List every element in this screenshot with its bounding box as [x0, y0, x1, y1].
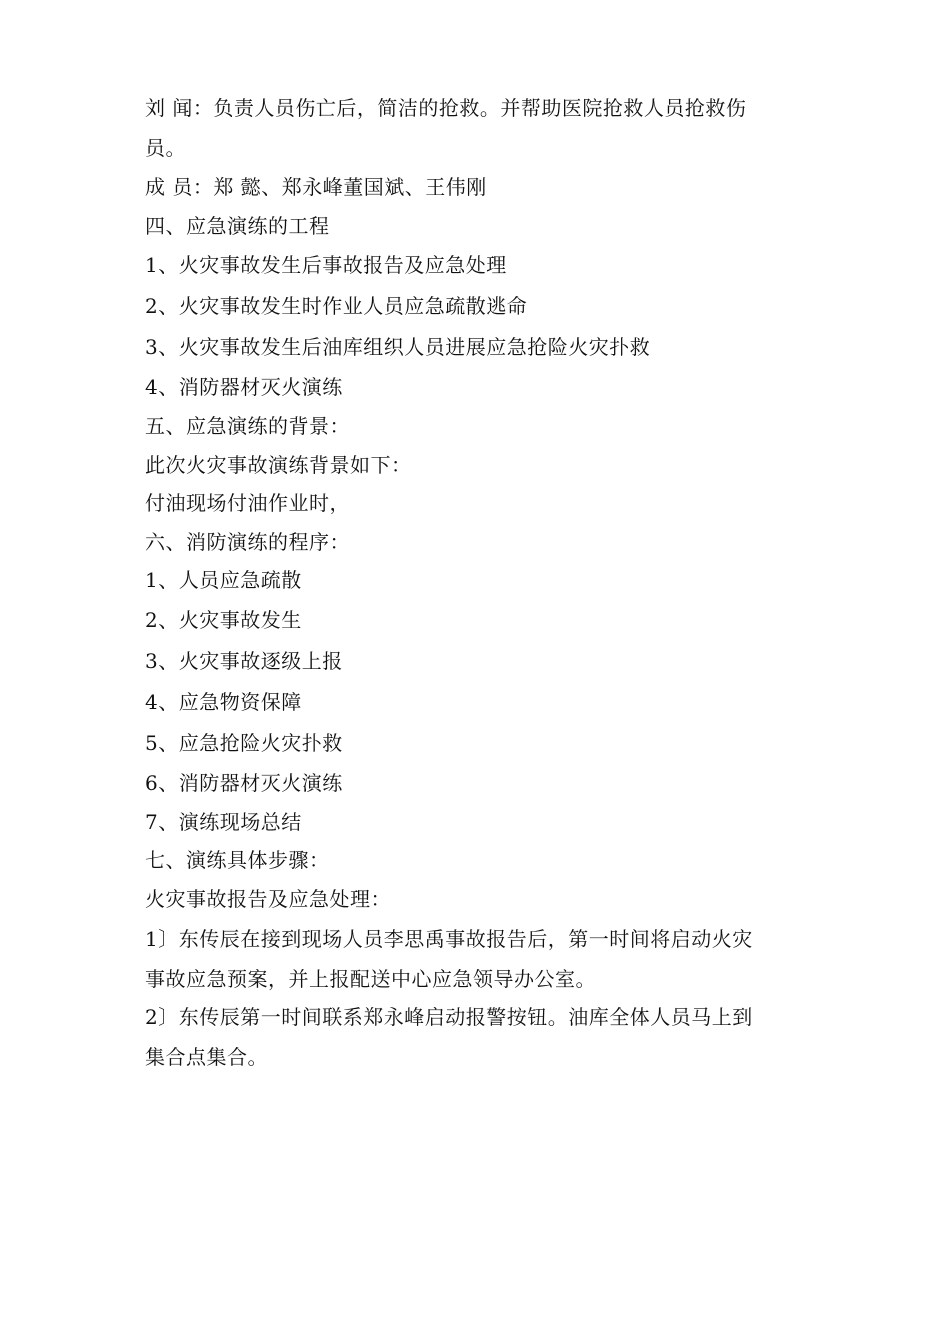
text-line: 事故应急预案，并上报配送中心应急领导办公室。 — [145, 967, 596, 991]
text-line: 1〕东传辰在接到现场人员李思禹事故报告后，第一时间将启动火灾 — [145, 927, 753, 951]
text-line: 3、火灾事故发生后油库组织人员进展应急抢险火灾扑救 — [145, 335, 651, 359]
text-line: 2、火灾事故发生时作业人员应急疏散逃命 — [145, 294, 528, 318]
text-line: 五、应急演练的背景： — [145, 414, 350, 438]
text-line: 火灾事故报告及应急处理： — [145, 887, 391, 911]
text-line: 4、应急物资保障 — [145, 690, 302, 714]
text-line: 四、应急演练的工程 — [145, 214, 330, 238]
text-line: 4、消防器材灭火演练 — [145, 375, 343, 399]
text-line: 3、火灾事故逐级上报 — [145, 649, 343, 673]
text-line: 7、演练现场总结 — [145, 810, 302, 834]
text-line: 1、火灾事故发生后事故报告及应急处理 — [145, 253, 507, 277]
text-line: 成 员：郑 懿、郑永峰董国斌、王伟刚 — [145, 175, 487, 199]
text-line: 6、消防器材灭火演练 — [145, 771, 343, 795]
text-line: 1、人员应急疏散 — [145, 568, 302, 592]
text-line: 此次火灾事故演练背景如下： — [145, 453, 412, 477]
text-line: 付油现场付油作业时， — [145, 491, 350, 515]
text-line: 员。 — [145, 136, 186, 160]
text-line: 2、火灾事故发生 — [145, 608, 302, 632]
text-line: 2〕东传辰第一时间联系郑永峰启动报警按钮。油库全体人员马上到 — [145, 1005, 753, 1029]
text-line: 七、演练具体步骤： — [145, 848, 330, 872]
text-line: 集合点集合。 — [145, 1045, 268, 1069]
text-line: 5、应急抢险火灾扑救 — [145, 731, 343, 755]
text-line: 刘 闻：负责人员伤亡后，简洁的抢救。并帮助医院抢救人员抢救伤 — [145, 96, 747, 120]
text-line: 六、消防演练的程序： — [145, 530, 350, 554]
